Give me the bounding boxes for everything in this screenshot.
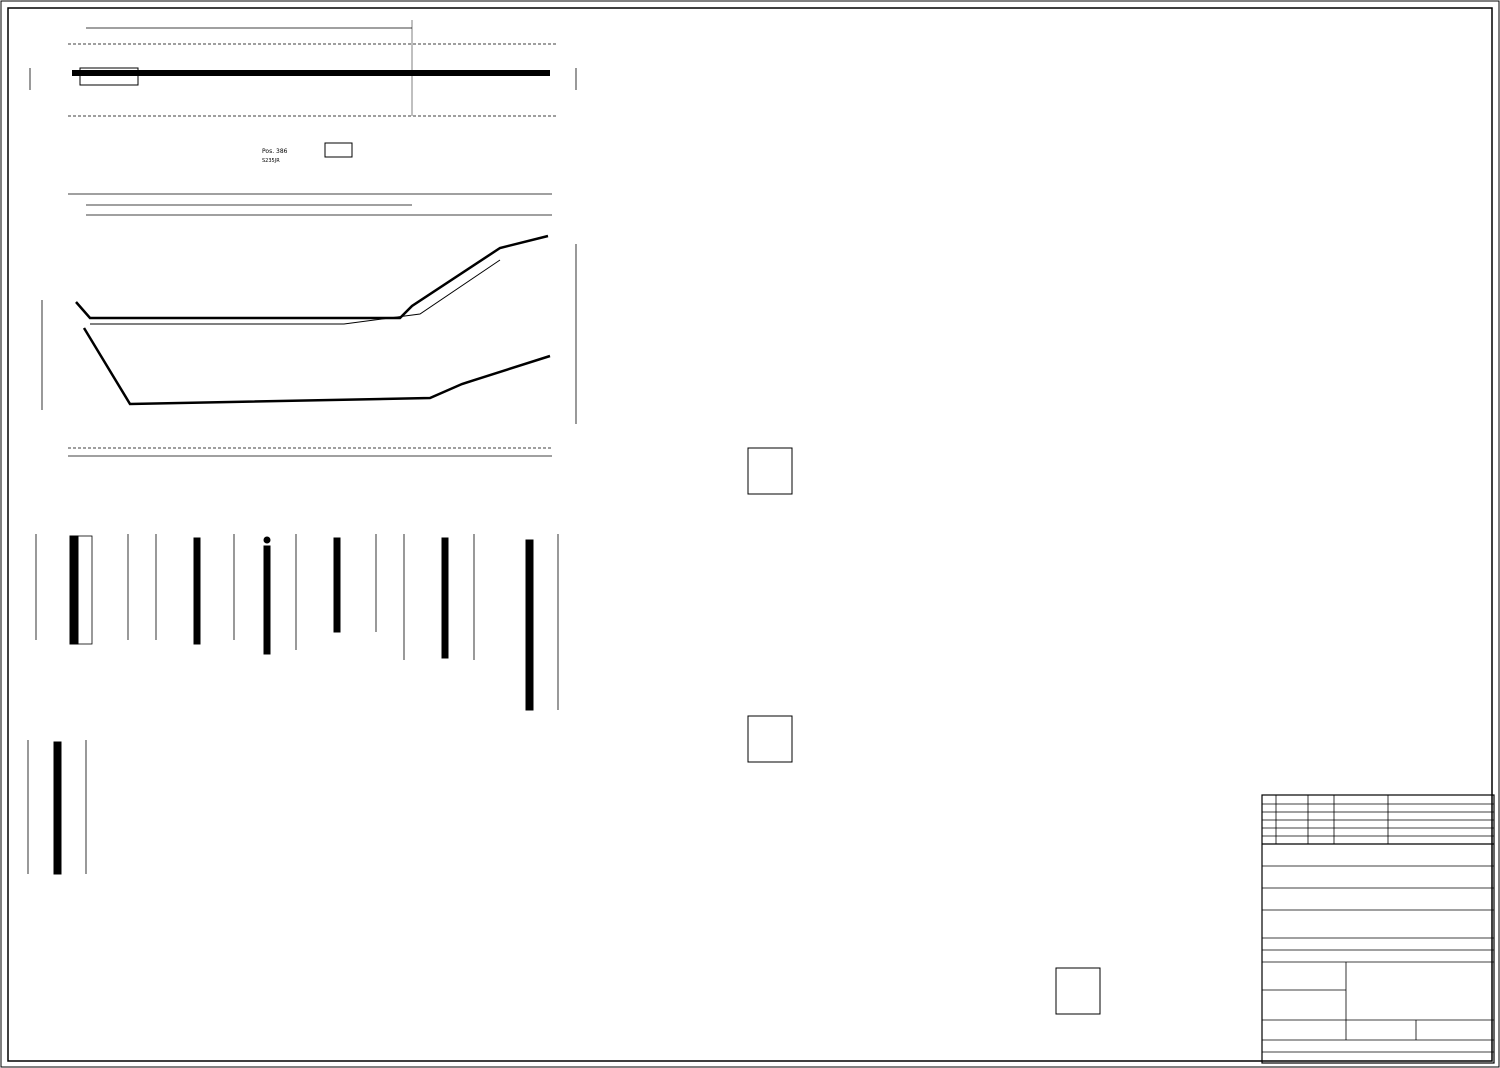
cross-sections xyxy=(28,534,558,874)
label-386-top xyxy=(262,143,352,164)
stair-stringer-view xyxy=(42,194,576,456)
svg-text:S235JR: S235JR xyxy=(262,158,280,164)
top-bar-view xyxy=(30,20,576,116)
schnitt-sections xyxy=(748,448,1100,1014)
title-block xyxy=(1262,795,1494,1063)
svg-text:Pos. 386: Pos. 386 xyxy=(262,148,288,155)
